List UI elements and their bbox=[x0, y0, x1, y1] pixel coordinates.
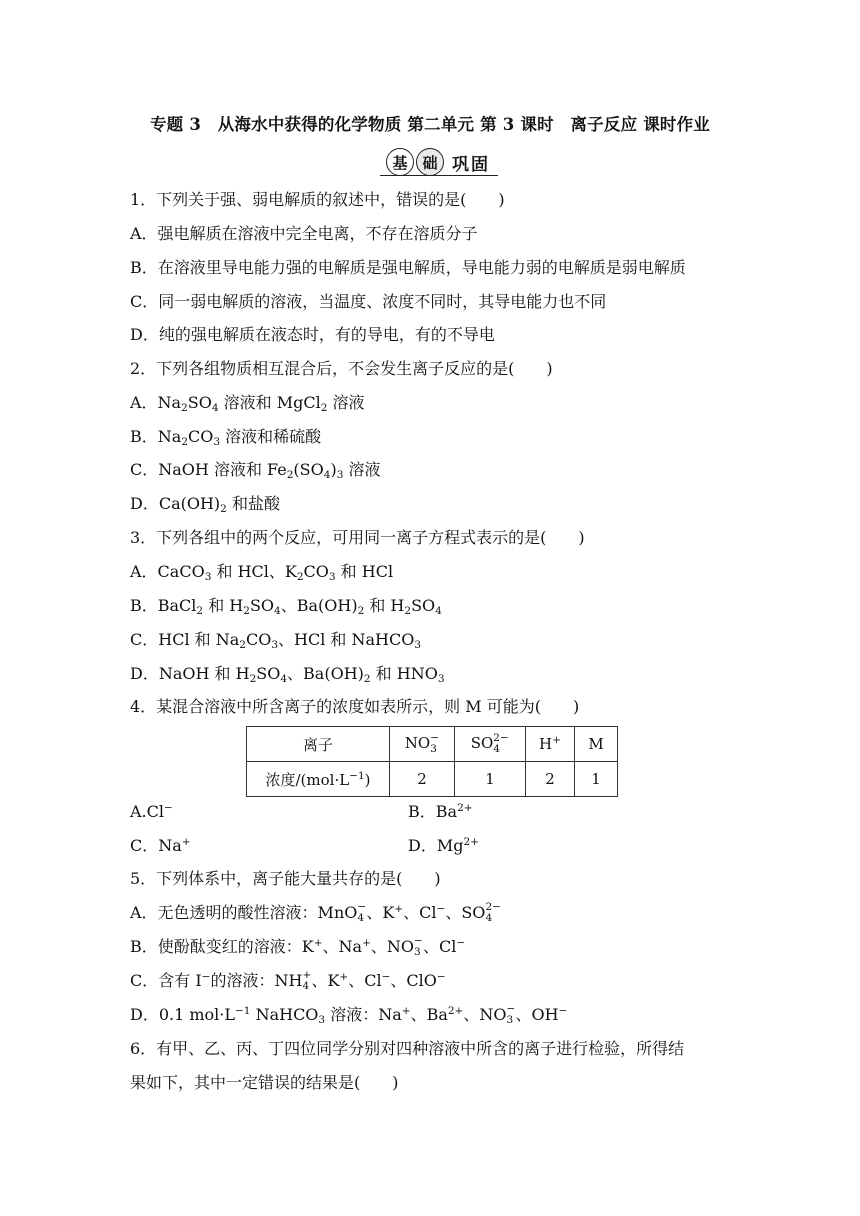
q1-option-a: A．强电解质在溶液中完全电离，不存在溶质分子 bbox=[130, 224, 478, 243]
table-cell: M bbox=[575, 727, 618, 762]
q3-stem: 3．下列各组中的两个反应，可用同一离子方程式表示的是( ) bbox=[130, 528, 585, 547]
table-row bbox=[247, 727, 618, 762]
q1-option-c: C．同一弱电解质的溶液，当温度、浓度不同时，其导电能力也不同 bbox=[130, 292, 607, 311]
q5-option-c: C．含有 I−的溶液：NH + 4 、K+、Cl−、ClO− bbox=[130, 969, 446, 992]
q2-option-d: D．$Ca(OH)_2$ 和盐酸 bbox=[130, 494, 280, 515]
badge-underline bbox=[380, 175, 498, 176]
q3-option-d: D．NaOH 和 $H_2SO_4$、$Ba(OH)_2$ 和 $HNO_3$ bbox=[130, 664, 445, 685]
q4-option-a: A.Cl− bbox=[130, 802, 173, 821]
q5-option-b: B．使酚酞变红的溶液：K+、Na+、NO − 3 、Cl− bbox=[130, 935, 466, 958]
q5-option-d: D．0.1 $mol\cdot L^{-1}$ NaHCO$_3$ 溶液：Na+、$Ba^{2+}$、NO − 3 、OH− bbox=[130, 1003, 568, 1026]
page-title: 专题 3 从海水中获得的化学物质 第二单元 第 3 课时 离子反应 课时作业 bbox=[149, 115, 711, 134]
table-cell: 2 bbox=[390, 762, 455, 797]
table-cell: H+ bbox=[526, 727, 575, 762]
table-cell: NO − 3 bbox=[390, 727, 455, 762]
q4-option-b: B．$Ba^{2+}$ bbox=[408, 802, 473, 821]
table-cell: 1 bbox=[455, 762, 526, 797]
q6-stem-line2: 果如下，其中一定错误的结果是( ) bbox=[130, 1073, 399, 1092]
q1-option-d: D．纯的强电解质在液态时，有的导电，有的不导电 bbox=[130, 325, 495, 344]
q4-stem: 4．某混合溶液中所含离子的浓度如表所示，则 M 可能为( ) bbox=[130, 697, 580, 716]
table-cell: 1 bbox=[575, 762, 618, 797]
table-cell: 浓度$/(mol\cdot L^{-1})$ bbox=[247, 762, 390, 797]
badge-char-2: 础 bbox=[416, 148, 444, 176]
table-cell: 离子 bbox=[247, 727, 390, 762]
section-badge bbox=[386, 147, 490, 177]
q1-option-b: B．在溶液里导电能力强的电解质是强电解质，导电能力弱的电解质是弱电解质 bbox=[130, 258, 686, 277]
table-cell: 2 bbox=[526, 762, 575, 797]
q6-stem-line1: 6．有甲、乙、丙、丁四位同学分别对四种溶液中所含的离子进行检验，所得结 bbox=[130, 1039, 685, 1058]
badge-char-1: 基 bbox=[386, 148, 414, 176]
q5-option-a: A．无色透明的酸性溶液：MnO − 4 、K+、Cl−、SO 2− 4 bbox=[130, 901, 501, 924]
q2-option-c: C．NaOH 溶液和 $Fe_2(SO_4)_3$ 溶液 bbox=[130, 460, 381, 481]
q4-option-d: D．$Mg^{2+}$ bbox=[408, 836, 479, 855]
q4-option-c: C．Na+ bbox=[130, 836, 191, 855]
table-cell: SO 2− 4 bbox=[455, 727, 526, 762]
q3-option-a: A．CaCO$_3$ 和 HCl、$K_2CO_3$ 和 HCl bbox=[130, 562, 394, 583]
q5-stem: 5．下列体系中，离子能大量共存的是( ) bbox=[130, 869, 441, 888]
q3-option-b: B．BaCl$_2$ 和 $H_2SO_4$、$Ba(OH)_2$ 和 $H_2SO_4$ bbox=[130, 596, 442, 617]
table-row bbox=[247, 762, 618, 797]
q2-option-a: A．$Na_2SO_4$ 溶液和 MgCl$_2$ 溶液 bbox=[130, 393, 365, 414]
q2-stem: 2．下列各组物质相互混合后，不会发生离子反应的是( ) bbox=[130, 359, 553, 378]
badge-text: 巩固 bbox=[452, 154, 490, 175]
ion-concentration-table bbox=[246, 726, 618, 797]
q2-option-b: B．$Na_2CO_3$ 溶液和稀硫酸 bbox=[130, 427, 322, 448]
q3-option-c: C．HCl 和 $Na_2CO_3$、HCl 和 NaHCO$_3$ bbox=[130, 630, 422, 651]
q1-stem: 1．下列关于强、弱电解质的叙述中，错误的是( ) bbox=[130, 190, 505, 209]
